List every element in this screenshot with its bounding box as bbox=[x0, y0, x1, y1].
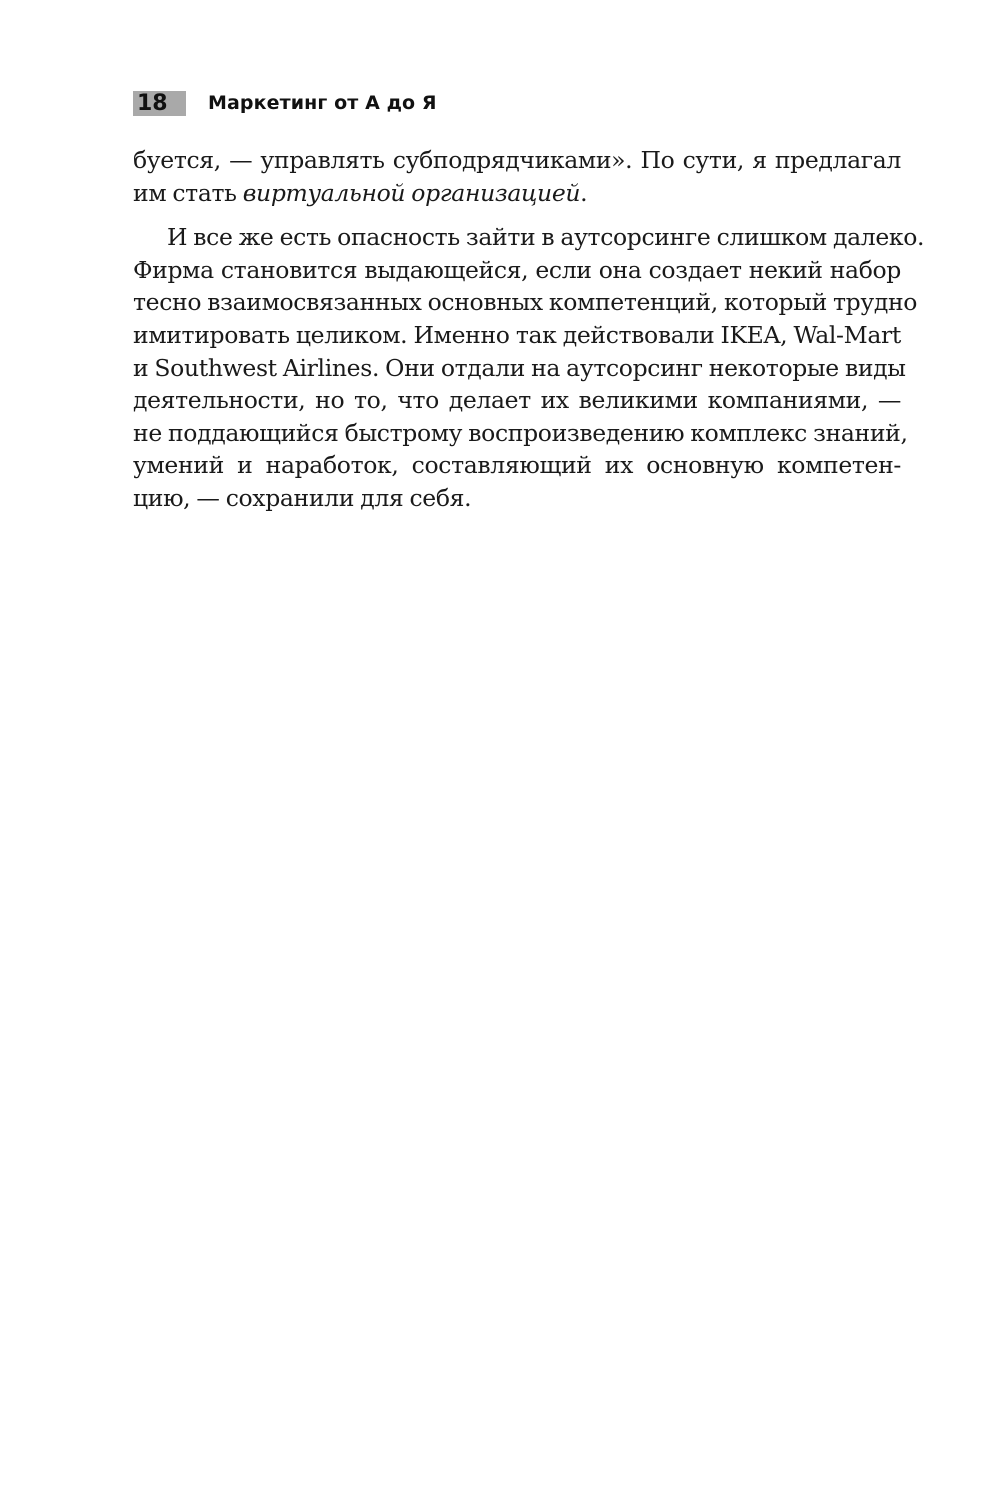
text-line: деятельности, но то, что делает их великими компаниями, — bbox=[133, 386, 901, 415]
running-header bbox=[133, 88, 437, 118]
text-line: не поддающийся быстрому воспроизведению комплекс знаний, bbox=[133, 418, 908, 447]
text-line: умений и наработок, составляющий их основную компетен- bbox=[133, 451, 901, 480]
text-line: тесно взаимосвязанных основных компетенций, который трудно bbox=[133, 288, 918, 317]
text-line: цию, — сохранили для себя. bbox=[133, 483, 472, 512]
paragraph-1 bbox=[133, 144, 901, 209]
text-line: И все же есть опасность зайти в аутсорсинге слишком далеко. bbox=[167, 223, 925, 252]
book-title: Маркетинг от А до Я bbox=[208, 92, 437, 114]
text-line: буется, — управлять субподрядчиками». По сути, я предлагал bbox=[133, 146, 901, 174]
paragraph-2 bbox=[133, 221, 925, 514]
text-line: имитировать целиком. Именно так действовали IKEA, Wal-Mart bbox=[133, 320, 901, 349]
italic-term: виртуальной организацией bbox=[242, 178, 581, 207]
body-text bbox=[133, 144, 925, 515]
text-line: и Southwest Airlines. Они отдали на аутсорсинг некоторые виды bbox=[133, 353, 906, 382]
text-fragment: . bbox=[580, 178, 588, 207]
text-line: Фирма становится выдающейся, если она создает некий набор bbox=[133, 255, 901, 284]
text-line bbox=[133, 177, 901, 210]
text-fragment: им стать bbox=[133, 178, 243, 207]
page-number: 18 bbox=[133, 91, 186, 116]
